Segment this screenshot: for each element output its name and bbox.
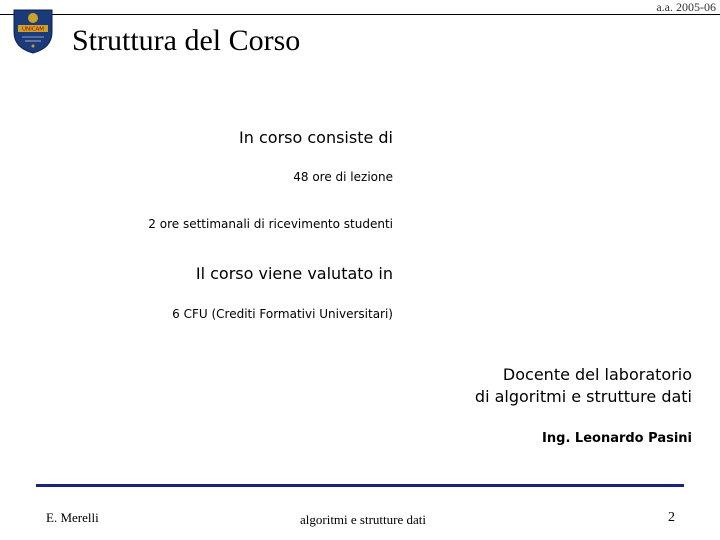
university-crest-icon	[10, 8, 56, 54]
lab-teacher-role-line2: di algoritmi e strutture dati	[474, 387, 692, 406]
evaluation-heading: Il corso viene valutato in	[195, 264, 393, 283]
footer-course: algoritmi e strutture dati	[300, 512, 426, 527]
lab-teacher-role	[475, 364, 692, 408]
footer-rule	[36, 484, 684, 487]
page-number: 2	[668, 510, 675, 525]
cfu-credits: 6 CFU (Crediti Formativi Universitari)	[172, 307, 393, 321]
lecture-hours: 48 ore di lezione	[293, 170, 393, 184]
course-structure-heading: In corso consiste di	[239, 128, 393, 147]
svg-text:UNICAM: UNICAM	[21, 26, 45, 33]
footer-author: E. Merelli	[46, 510, 99, 525]
lab-teacher-role-line1: Docente del laboratorio	[502, 365, 692, 384]
lab-teacher-name: Ing. Leonardo Pasini	[542, 431, 692, 446]
academic-year: a.a. 2005-06	[656, 0, 716, 14]
slide-title: Struttura del Corso	[72, 24, 301, 57]
header-rule	[0, 14, 720, 15]
office-hours: 2 ore settimanali di ricevimento studenti	[148, 217, 393, 231]
